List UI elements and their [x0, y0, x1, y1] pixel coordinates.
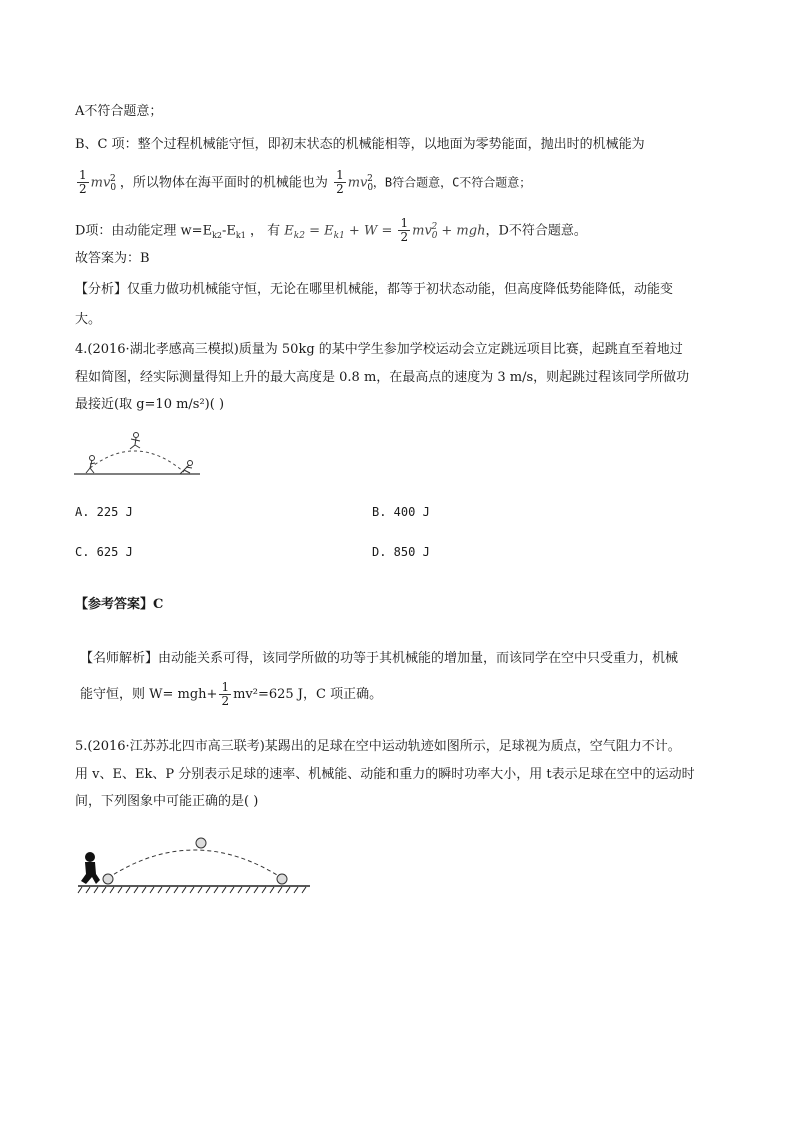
q5-stem-2: 用 v、E、Ek、P 分别表示足球的速率、机械能、动能和重力的瞬时功率大小，用 t表示足球在空中的运动时: [75, 767, 695, 782]
q4-stem-2: 程如简图，经实际测量得知上升的最大高度是 0.8 m，在最高点的速度为 3 m/s，则起跳过程该同学所做功: [75, 370, 690, 385]
q3-line-d: D项：由动能定理 $w=E_{k2}-E_{k1}$ ， 有 $E_{k2} = E_{k1} + W$ = $\frac{1}{2}$ $mv_0^2$ + mgh，D不符合题意。: [75, 216, 587, 245]
choice-d[interactable]: D. 850 J: [372, 545, 430, 559]
choice-a[interactable]: A. 225 J: [75, 505, 133, 519]
q3-analysis-2: 大。: [75, 312, 102, 327]
q4-stem-1: 4.(2016·湖北孝感高三模拟)质量为 50kg 的某中学生参加学校运动会立定跳远项目比赛，起跳直至着地过: [75, 342, 683, 357]
q3-line-a: A不符合题意；: [75, 104, 163, 119]
q4-ref-answer: 【参考答案】C: [75, 597, 164, 612]
q3-answer: 故答案为：B: [75, 251, 150, 266]
q4-stem-3: 最接近(取 g=10 m/s²)( ): [75, 397, 225, 412]
q4-explain-2: 能守恒，则 W= mgh+ $\frac{1}{2}$ mv²=625 J，C 项正确。: [80, 680, 383, 708]
q5-stem-3: 间，下列图象中可能正确的是( ): [75, 794, 259, 809]
q3-line-bc: B、C 项：整个过程机械能守恒，即初末状态的机械能相等，以地面为零势能面，抛出时的机械能为: [75, 137, 645, 152]
half-fraction: $\frac{1}{2}$: [79, 168, 87, 197]
q5-stem-1: 5.(2016·江苏苏北四市高三联考)某踢出的足球在空中运动轨迹如图所示，足球视为质点，空气阻力不计。: [75, 739, 681, 754]
q3-analysis-1: 【分析】仅重力做功机械能守恒，无论在哪里机械能，都等于初状态动能，但高度降低势能降低，动能变: [75, 282, 674, 297]
q4-explain-1: 【名师解析】由动能关系可得，该同学所做的功等于其机械能的增加量，而该同学在空中只受重力，机械: [80, 651, 679, 666]
football-trajectory-figure: [74, 836, 314, 898]
choice-c[interactable]: C. 625 J: [75, 545, 133, 559]
q3-line-bc2: $\frac{1}{2}$ $mv_0^2$ ，所以物体在海平面时的机械能也为 $\frac{1}{2}$ $mv_0^2$，B符合题意，C不符合题意；: [79, 168, 532, 197]
long-jump-figure: [72, 428, 202, 480]
choice-b[interactable]: B. 400 J: [372, 505, 430, 519]
